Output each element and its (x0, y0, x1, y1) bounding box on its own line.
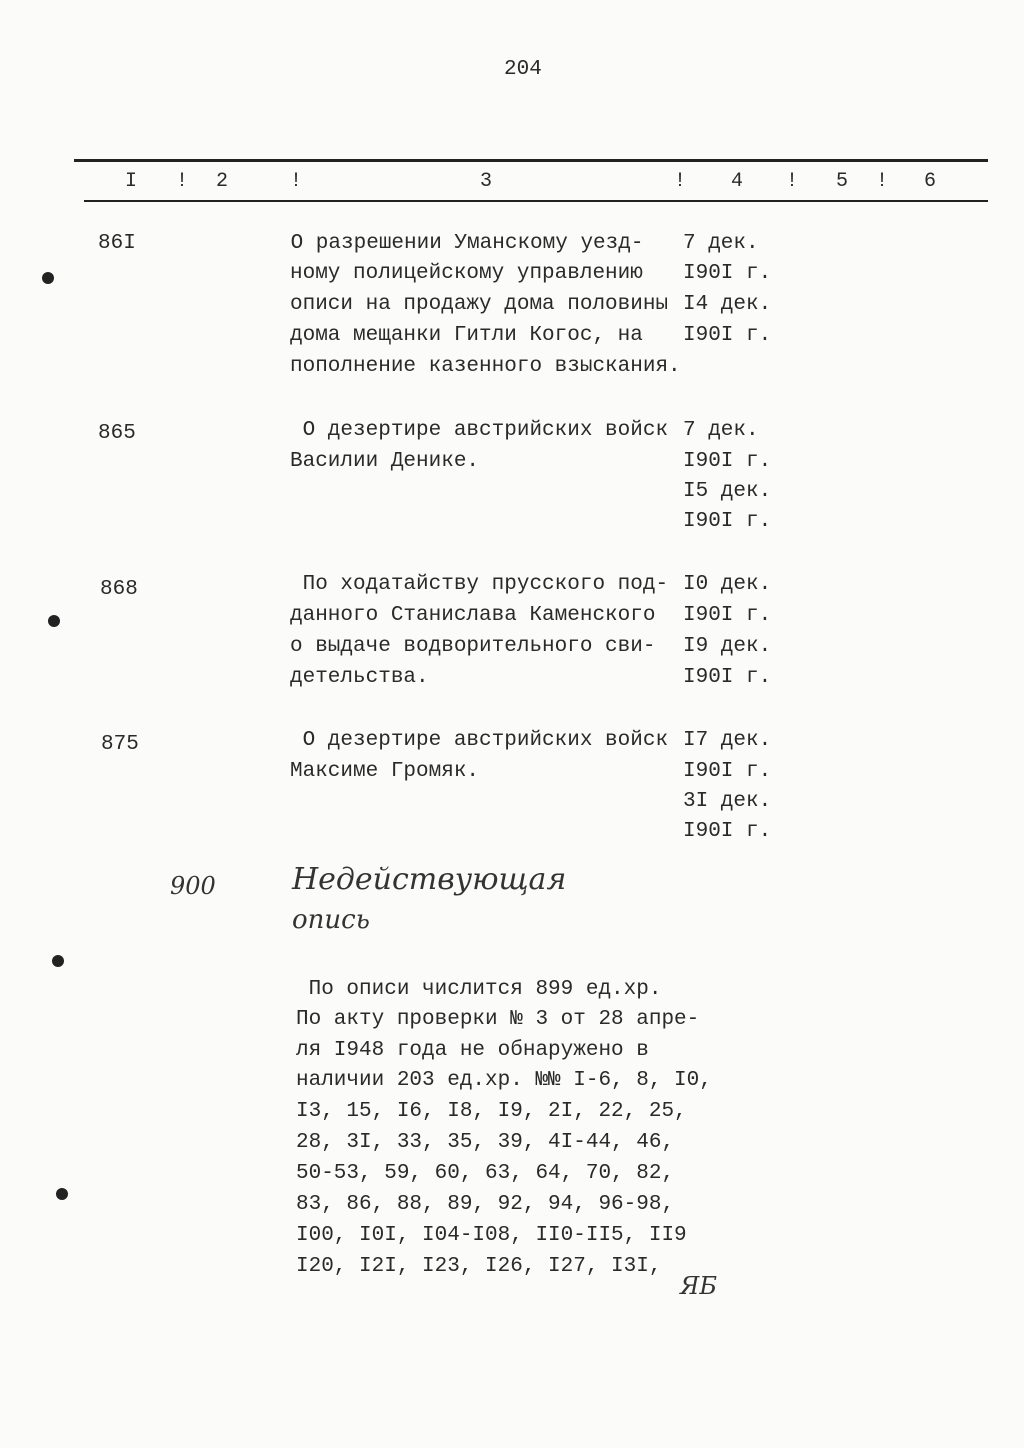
entry-number: 865 (98, 422, 136, 445)
entry-date: I7 дек. (683, 729, 772, 752)
entry-date: I4 дек. (683, 293, 772, 316)
entry-date: I90I г. (683, 450, 772, 473)
col-separator: ! (290, 170, 303, 193)
entry-date: I90I г. (683, 262, 772, 285)
entry-text: ному полицейскому управлению (290, 262, 643, 285)
entry-number: 86I (98, 232, 136, 255)
table-header-rule (84, 200, 988, 202)
entry-text: Василии Денике. (290, 450, 480, 473)
entry-number: 868 (100, 578, 138, 601)
handwritten-title-line2: опись (292, 905, 370, 935)
col-5-header: 5 (836, 170, 849, 193)
summary-line: По описи числится 899 ед.хр. (296, 978, 662, 1001)
binding-hole-mark (52, 955, 64, 967)
handwritten-number: 900 (170, 872, 216, 900)
entry-date: 3I дек. (683, 790, 772, 813)
summary-line: ля I948 года не обнаружено в (296, 1039, 649, 1062)
entry-text: О разрешении Уманскому уезд- (278, 232, 644, 255)
handwritten-title-line1: Недействующая (292, 862, 567, 897)
col-separator: ! (674, 170, 687, 193)
binding-hole-mark (42, 272, 54, 284)
summary-line: 83, 86, 88, 89, 92, 94, 96-98, (296, 1193, 675, 1216)
handwritten-initials: ЯБ (680, 1272, 718, 1300)
col-separator: ! (876, 170, 889, 193)
col-4-header: 4 (731, 170, 744, 193)
entry-date: I90I г. (683, 820, 772, 843)
entry-date: 7 дек. (683, 419, 759, 442)
entry-text: пополнение казенного взыскания. (290, 355, 681, 378)
entry-date: I90I г. (683, 510, 772, 533)
summary-line: наличии 203 ед.хр. №№ I-6, 8, I0, (296, 1069, 712, 1092)
col-separator: ! (176, 170, 189, 193)
col-separator: ! (786, 170, 799, 193)
col-6-header: 6 (924, 170, 937, 193)
entry-text: дома мещанки Гитли Когос, на (290, 324, 643, 347)
binding-hole-mark (56, 1188, 68, 1200)
entry-text: По ходатайству прусского под- (290, 573, 669, 596)
summary-line: I20, I2I, I23, I26, I27, I3I, (296, 1255, 662, 1278)
entry-date: 7 дек. (683, 232, 759, 255)
page-number: 204 (504, 58, 542, 81)
summary-line: I00, I0I, I04-I08, II0-II5, II9 (296, 1224, 687, 1247)
binding-hole-mark (48, 615, 60, 627)
entry-date: I90I г. (683, 760, 772, 783)
entry-date: I90I г. (683, 324, 772, 347)
summary-line: По акту проверки № 3 от 28 апре- (296, 1008, 700, 1031)
entry-date: I5 дек. (683, 480, 772, 503)
entry-date: I9 дек. (683, 635, 772, 658)
col-1-header: I (125, 170, 138, 193)
entry-date: I90I г. (683, 666, 772, 689)
entry-text: данного Станислава Каменского (290, 604, 656, 627)
col-3-header: 3 (480, 170, 493, 193)
table-top-rule (74, 159, 988, 162)
col-2-header: 2 (216, 170, 229, 193)
summary-line: 28, 3I, 33, 35, 39, 4I-44, 46, (296, 1131, 675, 1154)
summary-line: 50-53, 59, 60, 63, 64, 70, 82, (296, 1162, 675, 1185)
entry-text: детельства. (290, 666, 429, 689)
entry-text: о выдаче водворительного сви- (290, 635, 656, 658)
entry-date: I0 дек. (683, 573, 772, 596)
entry-number: 875 (101, 733, 139, 756)
entry-date: I90I г. (683, 604, 772, 627)
summary-line: I3, 15, I6, I8, I9, 2I, 22, 25, (296, 1100, 687, 1123)
entry-text: О дезертире австрийских войск (290, 729, 669, 752)
entry-text: описи на продажу дома половины (290, 293, 669, 316)
entry-text: Максиме Громяк. (290, 760, 480, 783)
entry-text: О дезертире австрийских войск (290, 419, 669, 442)
